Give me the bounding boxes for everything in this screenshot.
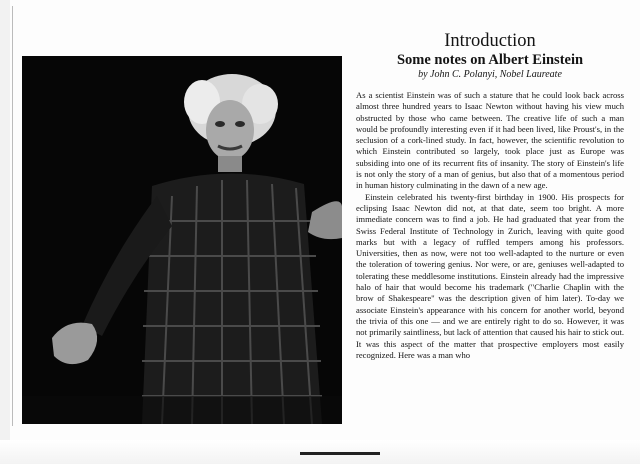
body-paragraph: As a scientist Einstein was of such a stature that he could look back across almost three hundred years to Isaac Newton without having his view much obstructed by those who came between. The creative life of such a man would be profoundly interesting even if it had been lived, like Proust's, in the seclusion of a cork-lined study. In fact, however, the scientific revolution to which Einstein contributed so largely, took place just as Europe was subsiding into one of its recurrent fits of insanity. The story of Einstein's life is not only the story of a man of genius, but also that of a momentous period in human history culminating in the dawn of a new age. (356, 90, 624, 191)
page-title: Introduction (444, 31, 536, 51)
introduction-page (356, 30, 624, 430)
page-fold-line (12, 6, 13, 426)
scan-mark (300, 452, 380, 455)
plaid-jacket (142, 173, 322, 424)
body-paragraph: Einstein celebrated his twenty-first birthday in 1900. His prospects for eclipsing Isaac Newton did not, at that date, seem too bright. A more immediate concern was to find a job. He had graduated that year from the Swiss Federal Institute of Technology in Zurich, leaving with quite good marks but with a legacy of ruffled tempers among his professors. Universities, then as now, were not too well-adapted to the nurture or even the toleration of towering genius. Nor were, or are, geniuses well-adapted to tolerating these meddlesome institutions. Einstein already had the impressive halo of hair that would become his trademark ("Charlie Chaplin with the brow of Shakespeare" was the description given of him later). To-day we associate Einstein's appearance with his concern for another world, beyond the trivia of this one — and we are entirely right to do so. However, it was not primarily saintliness, but lack of attention that caused his hair to stick out. It was this aspect of the matter that prospective employers most easily recognized. Here was a man who (356, 191, 624, 360)
byline: by John C. Polanyi, Nobel Laureate (418, 69, 562, 80)
page-subtitle: Some notes on Albert Einstein (396, 52, 584, 68)
page-edge (0, 0, 10, 464)
face (206, 100, 254, 160)
einstein-actor-photo (22, 56, 342, 424)
photo-illustration (22, 56, 342, 424)
